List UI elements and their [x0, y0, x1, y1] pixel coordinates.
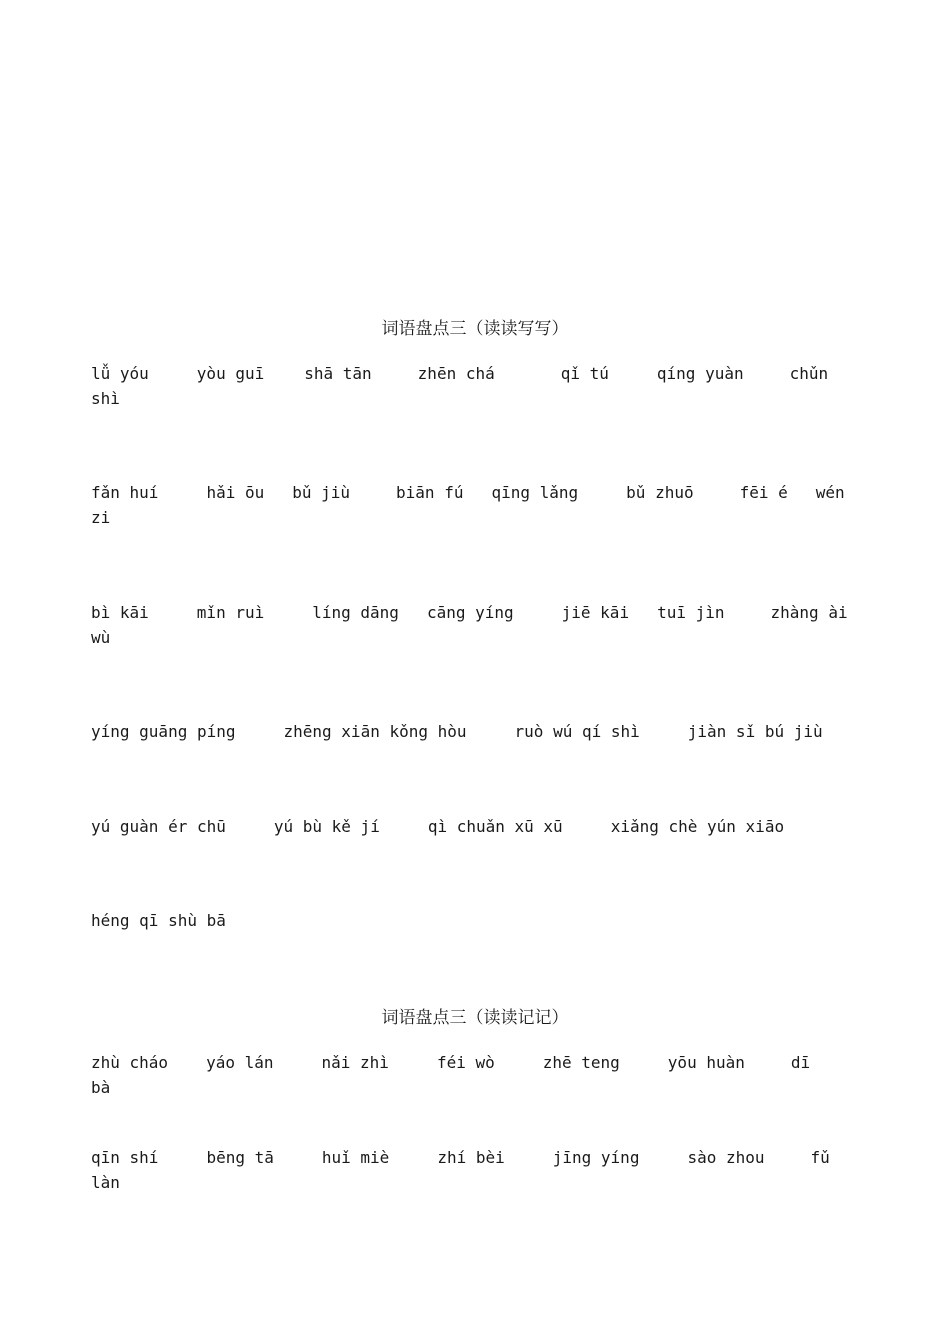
pinyin-word: yíng guāng píng	[91, 722, 236, 741]
pinyin-row	[91, 361, 861, 411]
pinyin-word: héng qī shù bā	[91, 911, 226, 930]
pinyin-word: zhēng xiān kǒng hòu	[283, 722, 467, 741]
pinyin-word: fǎn huí	[91, 483, 159, 502]
pinyin-word: tuī jìn	[657, 603, 725, 622]
pinyin-word: sào zhou	[687, 1148, 765, 1167]
pinyin-word: qīn shí	[91, 1148, 159, 1167]
pinyin-word: fǔ làn	[91, 1148, 830, 1192]
pinyin-word: qíng yuàn	[656, 364, 744, 383]
pinyin-word: wén zi	[91, 483, 845, 527]
pinyin-word: bǔ jiù	[292, 483, 351, 502]
pinyin-word: bì kāi	[91, 603, 149, 622]
pinyin-word: yú bù kě jí	[273, 817, 380, 836]
pinyin-word: biān fú	[396, 483, 464, 502]
pinyin-row	[91, 1050, 861, 1100]
pinyin-row	[91, 719, 861, 744]
pinyin-word: líng dāng	[312, 603, 399, 622]
pinyin-word: yáo lán	[206, 1053, 274, 1072]
pinyin-word: lǚ yóu	[91, 364, 149, 383]
pinyin-row	[91, 1145, 861, 1195]
pinyin-word: bǔ zhuō	[626, 483, 694, 502]
pinyin-word: chǔn shì	[91, 364, 829, 408]
pinyin-word: jiàn sǐ bú jiù	[687, 722, 823, 741]
pinyin-word: zhàng ài wù	[91, 603, 848, 647]
pinyin-word: qǐ tú	[560, 364, 609, 383]
pinyin-word: xiǎng chè yún xiāo	[610, 817, 785, 836]
pinyin-word: yú guàn ér chū	[91, 817, 226, 836]
pinyin-word: jīng yíng	[552, 1148, 640, 1167]
section-title: 词语盘点三（读读记记）	[381, 1008, 569, 1028]
pinyin-word: nǎi zhì	[321, 1053, 389, 1072]
pinyin-word: bēng tā	[206, 1148, 274, 1167]
pinyin-word: yòu guī	[196, 364, 265, 383]
pinyin-row	[91, 814, 861, 839]
section-title: 词语盘点三（读读写写）	[381, 319, 569, 339]
pinyin-word: zhí bèi	[437, 1148, 505, 1167]
pinyin-row	[91, 600, 861, 650]
pinyin-word: fēi é	[739, 483, 788, 502]
pinyin-word: féi wò	[436, 1053, 495, 1072]
pinyin-word: jiē kāi	[561, 603, 630, 622]
pinyin-word: qì chuǎn xū xū	[427, 817, 563, 836]
pinyin-word: mǐn ruì	[196, 603, 265, 622]
pinyin-word: huǐ miè	[321, 1148, 390, 1167]
pinyin-word: qīng lǎng	[491, 483, 579, 502]
pinyin-word: dī bà	[91, 1053, 811, 1097]
pinyin-word: zhēn chá	[417, 364, 495, 383]
pinyin-word: shā tān	[304, 364, 372, 383]
pinyin-row	[91, 908, 861, 933]
pinyin-word: cāng yíng	[426, 603, 514, 622]
pinyin-word: yōu huàn	[667, 1053, 745, 1072]
pinyin-word: ruò wú qí shì	[514, 722, 640, 741]
pinyin-word: zhù cháo	[91, 1053, 169, 1072]
pinyin-row	[91, 480, 861, 530]
pinyin-word: zhē teng	[542, 1053, 620, 1072]
pinyin-word: hǎi ōu	[206, 483, 265, 502]
